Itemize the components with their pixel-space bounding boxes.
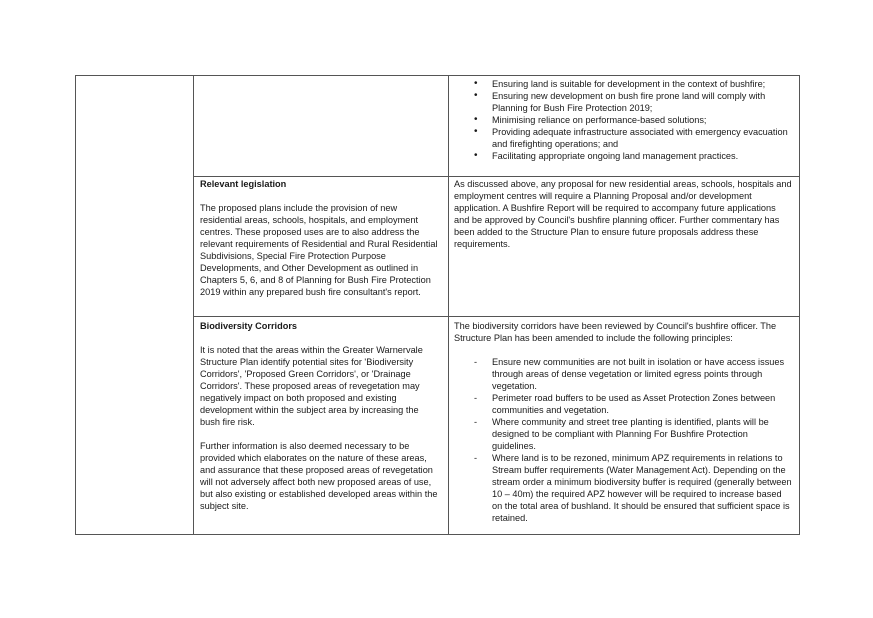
row-divider-2	[193, 316, 799, 317]
bullet-item: • Ensuring new development on bush fire prone land will comply with Planning for Bush Fire Protection 2019;	[454, 90, 790, 114]
biodiversity-heading: Biodiversity Corridors	[200, 321, 298, 331]
biodiversity-response-intro: The biodiversity corridors have been reviewed by Council's bushfire officer. The Structure Plan has been amended to include the following principles:	[454, 321, 777, 343]
principle-item: - Ensure new communities are not built in isolation or have access issues through areas of dense vegetation or limited egress points through vegetation.	[454, 356, 794, 392]
biodiversity-principles-list	[454, 356, 794, 524]
principle-item: - Perimeter road buffers to be used as Asset Protection Zones between communities and vegetation.	[454, 392, 794, 416]
principle-item: - Where community and street tree planting is identified, plants will be designed to be compliant with Planning For Bushfire Protection guidelines.	[454, 416, 794, 452]
principle-item: - Where land is to be rezoned, minimum APZ requirements in relations to Stream buffer requirements (Water Management Act). Depending on the stream order a minimum biodiversity buffer is required (generally between 10 – 40m) the required APZ however will be required to increase based on the total area of bushland. It should be ensured that sufficient space is retained.	[454, 452, 794, 524]
bullet-item: • Providing adequate infrastructure associated with emergency evacuation and firefighting operations; and	[454, 126, 790, 150]
legislation-response-text: As discussed above, any proposal for new residential areas, schools, hospitals and employment centres will require a Planning Proposal and/or development application. A Bushfire Report will be required to accompany future applications and be approved by Council's bushfire planning officer. Further commentary has been added to the Structure Plan to ensure future proposals address these requirements.	[454, 179, 792, 249]
legislation-heading: Relevant legislation	[200, 179, 287, 189]
bullet-item: • Ensuring land is suitable for development in the context of bushfire;	[454, 78, 790, 90]
bullet-item: • Minimising reliance on performance-based solutions;	[454, 114, 790, 126]
continuation-bullet-list	[454, 78, 790, 162]
legislation-response-cell	[454, 178, 792, 250]
biodiversity-issue-cell	[200, 320, 440, 512]
legislation-issue-text: The proposed plans include the provision of new residential areas, schools, hospitals, and employment centres. These proposed uses are to also address the relevant requirements of Residential and Rural Residential Subdivisions, Special Fire Protection Purpose Developments, and Other Development as outlined in Chapters 5, 6, and 8 of Planning for Bush Fire Protection 2019 within any prepared bush fire consultant's report.	[200, 203, 438, 297]
legislation-issue-cell	[200, 178, 440, 298]
comments-table	[75, 75, 800, 535]
column-divider-1	[193, 76, 194, 534]
biodiversity-response-cell	[454, 320, 794, 524]
row-divider-1	[193, 176, 799, 177]
biodiversity-issue-paragraph-1: It is noted that the areas within the Greater Warnervale Structure Plan identify potential sites for 'Biodiversity Corridors', 'Proposed Green Corridors', or 'Drainage Corridors'. These proposed areas of revegetation may negatively impact on both proposed and existing development within the subject area by increasing the bush fire risk.	[200, 345, 423, 427]
bullet-item: • Facilitating appropriate ongoing land management practices.	[454, 150, 790, 162]
biodiversity-issue-paragraph-2: Further information is also deemed necessary to be provided which elaborates on the nature of these areas, and assurance that these proposed areas of revegetation will not adversely affect both new proposed areas of use, but also existing or established developed areas within the subject site.	[200, 441, 438, 511]
continuation-response-cell	[454, 78, 790, 162]
column-divider-2	[448, 76, 449, 534]
